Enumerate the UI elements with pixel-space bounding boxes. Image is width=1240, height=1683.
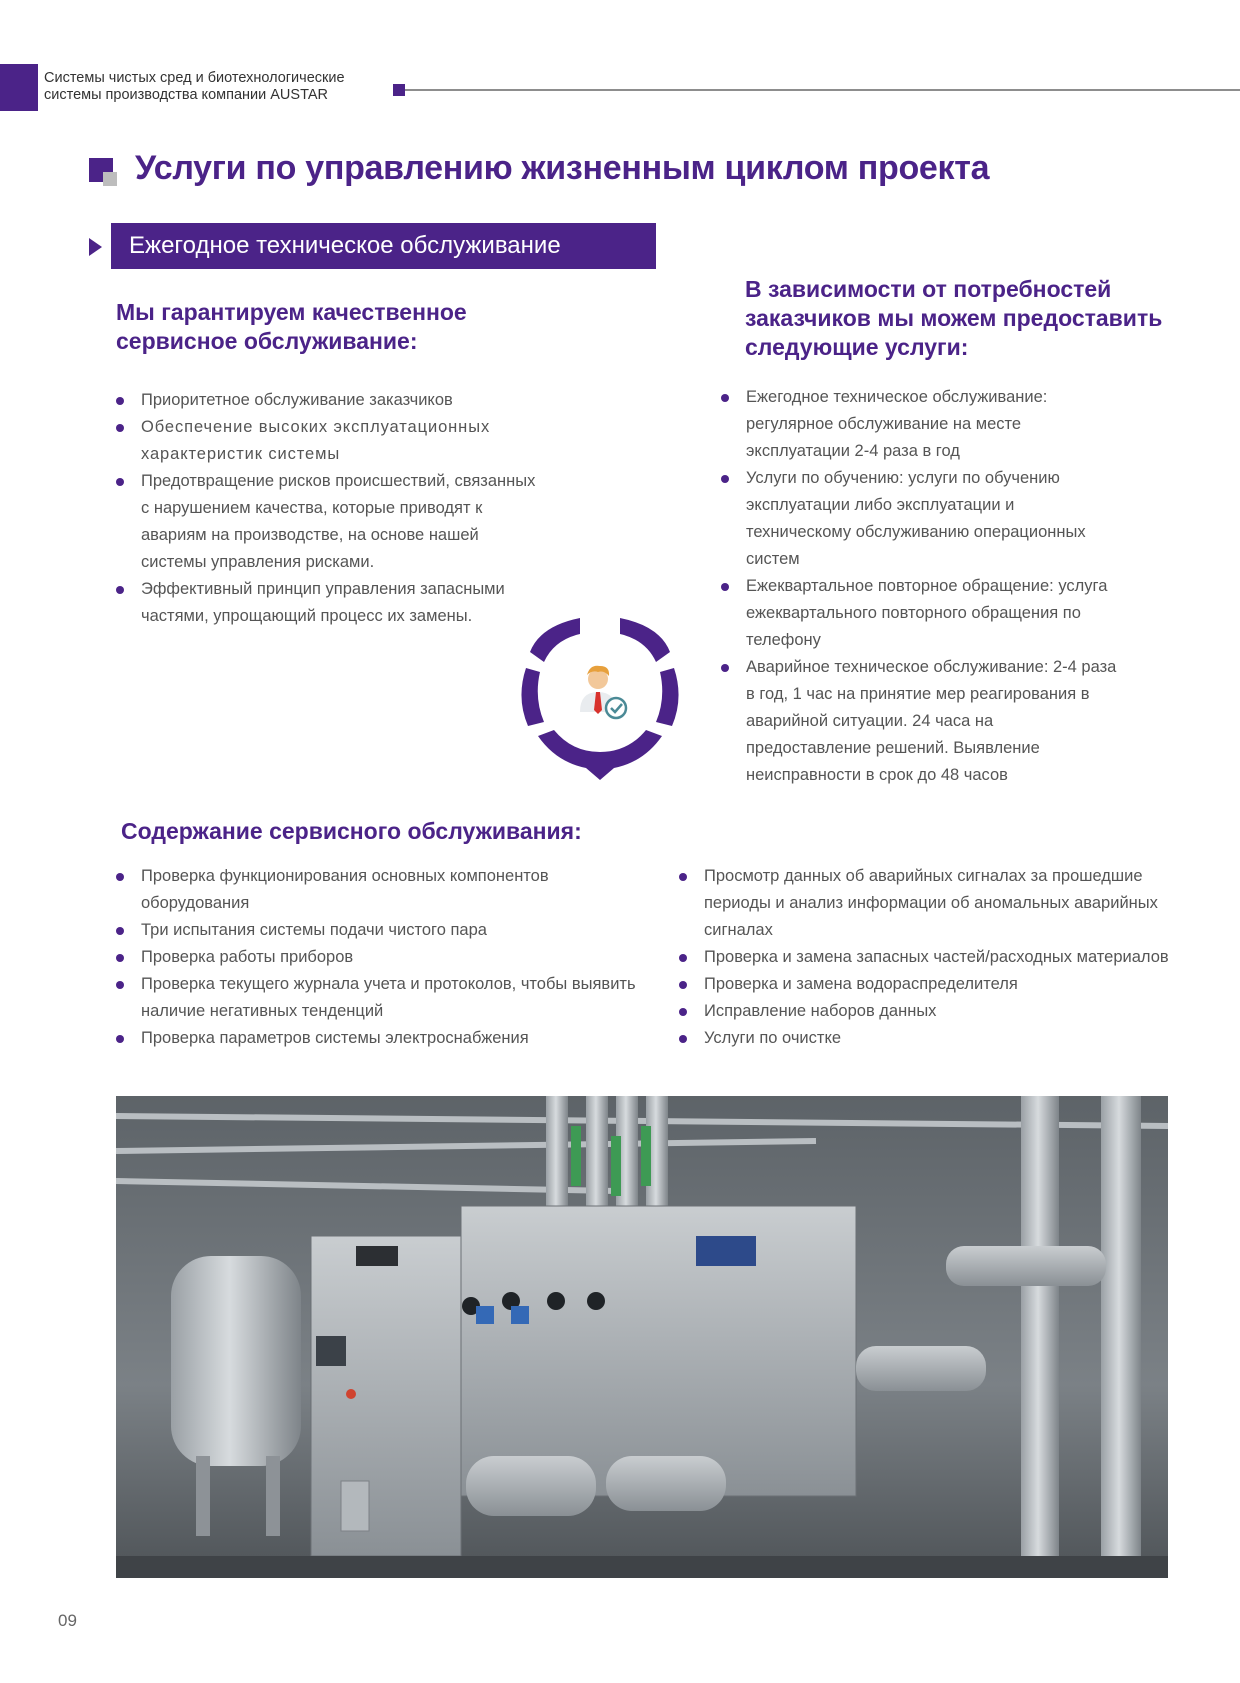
list-item: Ежеквартальное повторное обращение: услуга ежеквартального повторного обращения по телефону [721, 573, 1121, 654]
guarantee-heading: Мы гарантируем качественное сервисное обслуживание: [116, 299, 467, 354]
list-item: Аварийное техническое обслуживание: 2-4 раза в год, 1 час на принятие мер реагирования в аварийной ситуации. 24 часа на предоставление решений. Выявление неисправности в срок до 48 часов [721, 654, 1121, 789]
list-item: Три испытания системы подачи чистого пара [116, 917, 636, 944]
list-item: Просмотр данных об аварийных сигналах за прошедшие периоды и анализ информации об аномальных аварийных сигналах [679, 863, 1199, 944]
list-item: Эффективный принцип управления запасными частями, упрощающий процесс их замены. [116, 576, 546, 630]
list-item: Проверка и замена запасных частей/расходных материалов [679, 944, 1199, 971]
list-item: Ежегодное техническое обслуживание: регулярное обслуживание на месте эксплуатации 2-4 раза в год [721, 384, 1121, 465]
list-item: Обеспечение высоких эксплуатационных характеристик системы [116, 414, 546, 468]
service-content-list-left [116, 863, 636, 1052]
header-accent-block [0, 64, 38, 111]
banner-arrow-icon [89, 238, 102, 256]
header-rule-marker [393, 84, 405, 96]
services-heading: В зависимости от потребностей заказчиков мы можем предоставить следующие услуги: [745, 276, 1163, 360]
list-item: Исправление наборов данных [679, 998, 1199, 1025]
list-item: Приоритетное обслуживание заказчиков [116, 387, 546, 414]
header-rule [405, 89, 1240, 91]
equipment-photo [116, 1096, 1168, 1578]
list-item: Проверка и замена водораспределителя [679, 971, 1199, 998]
header-brand-line-1: Системы чистых сред и биотехнологические [44, 70, 345, 86]
list-item: Услуги по обучению: услуги по обучению эксплуатации либо эксплуатации и техническому обслуживанию операционных систем [721, 465, 1121, 573]
title-square-icon [89, 158, 121, 190]
service-engineer-icon [520, 612, 680, 782]
list-item: Проверка текущего журнала учета и протоколов, чтобы выявить наличие негативных тенденций [116, 971, 636, 1025]
service-content-list-right [679, 863, 1199, 1052]
services-list [721, 384, 1121, 789]
list-item: Предотвращение рисков происшествий, связанных с нарушением качества, которые приводят к авариям на производстве, на основе нашей системы управления рисками. [116, 468, 546, 576]
page-number: 09 [58, 1611, 77, 1630]
guarantee-list [116, 387, 546, 630]
list-item: Проверка параметров системы электроснабжения [116, 1025, 636, 1052]
list-item: Услуги по очистке [679, 1025, 1199, 1052]
header-brand-text [44, 70, 345, 104]
service-content-heading: Содержание сервисного обслуживания: [121, 818, 582, 844]
section-banner: Ежегодное техническое обслуживание [111, 223, 656, 269]
list-item: Проверка работы приборов [116, 944, 636, 971]
list-item: Проверка функционирования основных компонентов оборудования [116, 863, 636, 917]
page-title: Услуги по управлению жизненным циклом проекта [135, 149, 990, 187]
header-brand-line-2: системы производства компании AUSTAR [44, 87, 328, 103]
